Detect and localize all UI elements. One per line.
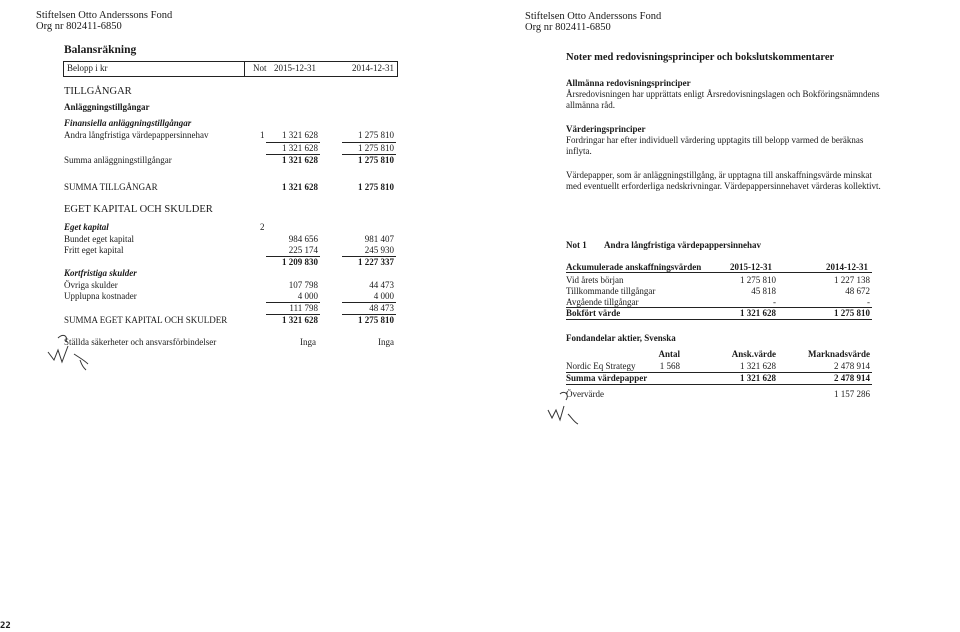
liability-row-current: 107 798 — [288, 280, 318, 290]
funds-total-market: 2 478 914 — [834, 373, 870, 383]
asset-subtotal-current: 1 321 628 — [282, 143, 318, 153]
funds-total-acq: 1 321 628 — [740, 373, 776, 383]
section-text: Årsredovisningen har upprättats enligt Årsredovisningslagen och Bokföringsnämndens — [566, 89, 880, 99]
note-row-prior: 1 227 138 — [834, 275, 870, 285]
fund-row-label: Nordic Eq Strategy — [566, 361, 636, 371]
asset-row-label: Andra långfristiga värdepappersinnehav — [64, 130, 209, 140]
note-column-current: 2015-12-31 — [730, 262, 772, 272]
section-text: inflyta. — [566, 146, 592, 156]
funds-column-count: Antal — [658, 349, 680, 359]
fixed-assets-heading: Anläggningstillgångar — [64, 102, 150, 112]
asset-row-current: 1 321 628 — [282, 130, 318, 140]
column-divider — [244, 62, 245, 76]
handwritten-initials — [544, 388, 584, 428]
total-assets-prior: 1 275 810 — [358, 182, 394, 192]
page-title: Balansräkning — [64, 44, 137, 56]
equity-note: 2 — [260, 222, 265, 232]
book-value-prior: 1 275 810 — [834, 308, 870, 318]
note-column-prior: 2014-12-31 — [826, 262, 868, 272]
fixed-assets-sum-prior: 1 275 810 — [358, 155, 394, 165]
financial-assets-heading: Finansiella anläggningstillgångar — [64, 118, 192, 128]
note-row-prior: 48 672 — [845, 286, 870, 296]
pledged-prior: Inga — [378, 337, 394, 347]
total-equity-liabilities-label: SUMMA EGET KAPITAL OCH SKULDER — [64, 315, 228, 325]
liability-row-prior: 44 473 — [369, 280, 394, 290]
funds-total-label: Summa värdepapper — [566, 373, 648, 383]
asset-subtotal-prior: 1 275 810 — [358, 143, 394, 153]
total-equity-liabilities-prior: 1 275 810 — [358, 315, 394, 325]
section-heading: Värderingsprinciper — [566, 124, 646, 134]
section-text: med eventuellt erforderliga nedskrivningar. Värdepappersinnehavet värderas kollektivt. — [566, 181, 881, 191]
page-number: 22 — [0, 621, 11, 631]
liability-sum-prior: 48 473 — [369, 303, 394, 313]
section-heading: Allmänna redovisningsprinciper — [566, 78, 691, 88]
section-text: Värdepapper, som är anläggningstillgång, är upptagna till anskaffningsvärde minskat — [566, 170, 872, 180]
equity-row-prior: 981 407 — [364, 234, 394, 244]
liability-row-prior: 4 000 — [373, 291, 394, 301]
funds-column-market: Marknadsvärde — [807, 349, 870, 359]
liability-row-label: Upplupna kostnader — [64, 291, 137, 301]
pledged-current: Inga — [300, 337, 316, 347]
org-number: Org nr 802411-6850 — [36, 21, 122, 32]
equity-sum-prior: 1 227 337 — [358, 257, 394, 267]
section-text: Fordringar har efter individuell värdering upptagits till belopp varmed de beräknas — [566, 135, 864, 145]
pledged-label: Ställda säkerheter och ansvarsförbindelser — [64, 337, 217, 347]
note-row-label: Tillkommande tillgångar — [566, 286, 656, 296]
book-value-current: 1 321 628 — [740, 308, 776, 318]
surplus-label: Övervärde — [566, 389, 604, 399]
assets-heading: TILLGÅNGAR — [64, 86, 132, 97]
notes-title: Noter med redovisningsprinciper och bokslutskommentarer — [566, 52, 835, 63]
handwritten-initials — [44, 330, 96, 372]
equity-row-current: 984 656 — [288, 234, 318, 244]
liability-row-label: Övriga skulder — [64, 280, 118, 290]
note-row-label: Vid årets början — [566, 275, 624, 285]
equity-row-current: 225 174 — [288, 245, 318, 255]
rule — [566, 272, 872, 273]
total-assets-label: SUMMA TILLGÅNGAR — [64, 182, 158, 192]
equity-row-label: Bundet eget kapital — [64, 234, 134, 244]
note-row-label: Avgående tillgångar — [566, 297, 639, 307]
book-value-label: Bokfört värde — [566, 308, 621, 318]
note-number: Not 1 — [566, 240, 587, 250]
surplus-market: 1 157 286 — [834, 389, 870, 399]
fund-row-acq: 1 321 628 — [740, 361, 776, 371]
rule — [566, 384, 872, 385]
column-label-current: 2015-12-31 — [274, 63, 316, 73]
note-row-current: - — [773, 297, 776, 307]
column-label-note: Not — [253, 63, 267, 73]
fund-row-market: 2 478 914 — [834, 361, 870, 371]
equity-sum-current: 1 209 830 — [282, 257, 318, 267]
equity-row-label: Fritt eget kapital — [64, 245, 124, 255]
column-label-prior: 2014-12-31 — [352, 63, 394, 73]
fixed-assets-sum-current: 1 321 628 — [282, 155, 318, 165]
asset-row-prior: 1 275 810 — [358, 130, 394, 140]
funds-column-acq: Ansk.värde — [731, 349, 776, 359]
note-row-current: 45 818 — [751, 286, 776, 296]
fund-row-count: 1 568 — [659, 361, 680, 371]
org-name: Stiftelsen Otto Anderssons Fond — [525, 11, 662, 22]
equity-heading: Eget kapital — [64, 222, 109, 232]
org-name: Stiftelsen Otto Anderssons Fond — [36, 10, 173, 21]
column-label-amount: Belopp i kr — [67, 63, 108, 73]
column-header-box — [63, 61, 398, 77]
org-number: Org nr 802411-6850 — [525, 22, 611, 33]
equity-liabilities-heading: EGET KAPITAL OCH SKULDER — [64, 204, 213, 215]
note-row-current: 1 275 810 — [740, 275, 776, 285]
note-column-label: Ackumulerade anskaffningsvärden — [566, 262, 702, 272]
total-assets-current: 1 321 628 — [282, 182, 318, 192]
total-equity-liabilities-current: 1 321 628 — [282, 315, 318, 325]
equity-row-prior: 245 930 — [364, 245, 394, 255]
liability-sum-current: 111 798 — [289, 303, 318, 313]
short-liabilities-heading: Kortfristiga skulder — [64, 268, 137, 278]
fixed-assets-sum-label: Summa anläggningstillgångar — [64, 155, 172, 165]
asset-row-note: 1 — [260, 130, 265, 140]
rule — [566, 319, 872, 320]
funds-heading: Fondandelar aktier, Svenska — [566, 333, 676, 343]
liability-row-current: 4 000 — [297, 291, 318, 301]
note-row-prior: - — [867, 297, 870, 307]
note-title: Andra långfristiga värdepappersinnehav — [604, 240, 762, 250]
section-text: allmänna råd. — [566, 100, 615, 110]
